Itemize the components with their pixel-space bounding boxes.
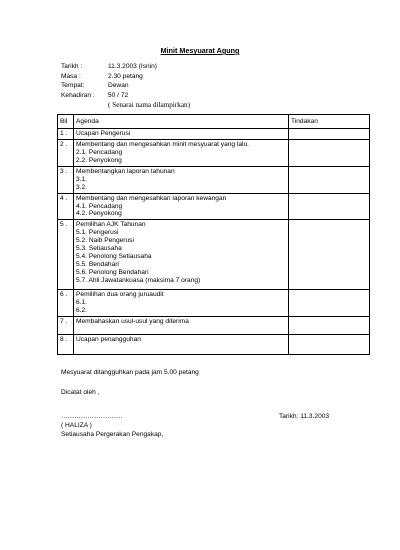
agenda-subitem: 2.1. Pencadang — [76, 148, 123, 156]
row-agenda — [74, 193, 289, 220]
row-number: 2 . — [58, 139, 74, 166]
agenda-table — [57, 114, 370, 355]
table-row — [58, 166, 370, 193]
agenda-subitem: 5.4. Penolong Setiausaha — [76, 252, 152, 260]
meta-value: 2.30 petang — [108, 72, 143, 80]
meta-label: Kehadiran : — [61, 91, 95, 99]
row-tindakan — [289, 193, 370, 220]
meta-value: Dewan — [108, 82, 129, 89]
row-tindakan — [289, 166, 370, 193]
row-agenda — [74, 220, 289, 290]
agenda-item-text: Membahaskan usul-usul yang diterima — [76, 318, 189, 326]
meta-value: 50 / 72 — [108, 91, 129, 99]
agenda-subitem: 4.1. Pencadang — [76, 202, 123, 210]
signature-line: ………………………. — [61, 413, 123, 420]
agenda-subitem: 5.1. Pengerusi — [76, 229, 119, 237]
meta-label: Tempat: — [61, 82, 85, 89]
meta-row-place — [61, 82, 190, 92]
agenda-subitem: 3.1. — [76, 175, 87, 183]
table-row — [58, 290, 370, 317]
header-bil: Bil — [58, 115, 74, 129]
table-row — [58, 193, 370, 220]
table-row — [58, 129, 370, 140]
meta-label: Tarikh : — [61, 63, 83, 70]
sign-date: Tarikh: 11.3.2003 — [279, 413, 330, 420]
agenda-item-text: Membentang dan mengesahkan laporan kewangan — [76, 194, 227, 202]
agenda-item-text: Pemilihan AJK Tahunan — [76, 221, 146, 229]
agenda-subitem: 5.5. Bendahari — [76, 260, 119, 268]
row-number: 3 . — [58, 166, 74, 193]
row-agenda — [74, 290, 289, 317]
row-number: 7 . — [58, 317, 74, 335]
meta-value: 11.3.2003 (Isnin) — [108, 63, 157, 70]
row-tindakan — [289, 290, 370, 317]
secretary-name: ( HALIZA ) — [61, 422, 92, 429]
meeting-details — [61, 63, 190, 110]
header-agenda: Agenda — [74, 115, 289, 129]
row-agenda — [74, 335, 289, 355]
meta-row-time — [61, 73, 190, 83]
agenda-subitem: 5.2. Naib Pengerusi — [76, 237, 134, 245]
agenda-item-text: Pemilihan dua orang juruaudit — [76, 291, 164, 299]
row-number: 5 . — [58, 220, 74, 290]
meta-row-date — [61, 63, 190, 73]
agenda-subitem: 4.2. Penyokong — [76, 210, 122, 218]
row-agenda — [74, 139, 289, 166]
row-number: 1 . — [58, 129, 74, 140]
secretary-position: Setiausaha Pergerakan Pengakap, — [61, 431, 164, 438]
agenda-subitem: 5.7. Ahli Jawatankuasa (maksima 7 orang) — [76, 276, 201, 284]
agenda-item-text: Ucapan Pengerusi — [76, 130, 131, 137]
row-agenda — [74, 166, 289, 193]
agenda-item-text: Ucapan penangguhan — [76, 336, 141, 344]
agenda-subitem: 5.6. Penolong Bendahari — [76, 268, 149, 276]
adjourn-text: Mesyuarat ditangguhkan pada jam 5.00 petang — [61, 369, 199, 376]
agenda-item-text: Membentang dan mengesahkan minit mesyuarat yang lalu. — [76, 140, 250, 148]
row-number: 8 . — [58, 335, 74, 355]
agenda-subitem: 2.2. Penyokong — [76, 156, 122, 164]
meta-label: Masa : — [61, 72, 81, 80]
attendance-note: ( Senarai nama dilampirkan) — [108, 101, 191, 109]
agenda-subitem: 3.2. — [76, 183, 87, 191]
table-row — [58, 220, 370, 290]
agenda-subitem: 6.2. — [76, 307, 87, 315]
row-agenda — [74, 129, 289, 140]
table-row — [58, 317, 370, 335]
agenda-body — [58, 129, 370, 355]
document-title: Minit Mesyuarat Agung — [160, 46, 240, 55]
row-number: 4 . — [58, 193, 74, 220]
table-row — [58, 335, 370, 355]
agenda-subitem: 5.3. Setiausaha — [76, 245, 122, 253]
agenda-item-text: Membentangkan laporan tahunan — [76, 167, 175, 175]
header-tindakan: Tindakan — [289, 115, 370, 129]
row-tindakan — [289, 129, 370, 140]
agenda-subitem: 6.1. — [76, 299, 87, 307]
prepared-by-label: Dicatat oleh , — [61, 389, 100, 396]
row-tindakan — [289, 335, 370, 355]
row-number: 6 . — [58, 290, 74, 317]
row-agenda — [74, 317, 289, 335]
meta-row-attendance — [61, 92, 190, 102]
table-row — [58, 139, 370, 166]
row-tindakan — [289, 317, 370, 335]
row-tindakan — [289, 139, 370, 166]
table-header-row — [58, 115, 370, 129]
row-tindakan — [289, 220, 370, 290]
